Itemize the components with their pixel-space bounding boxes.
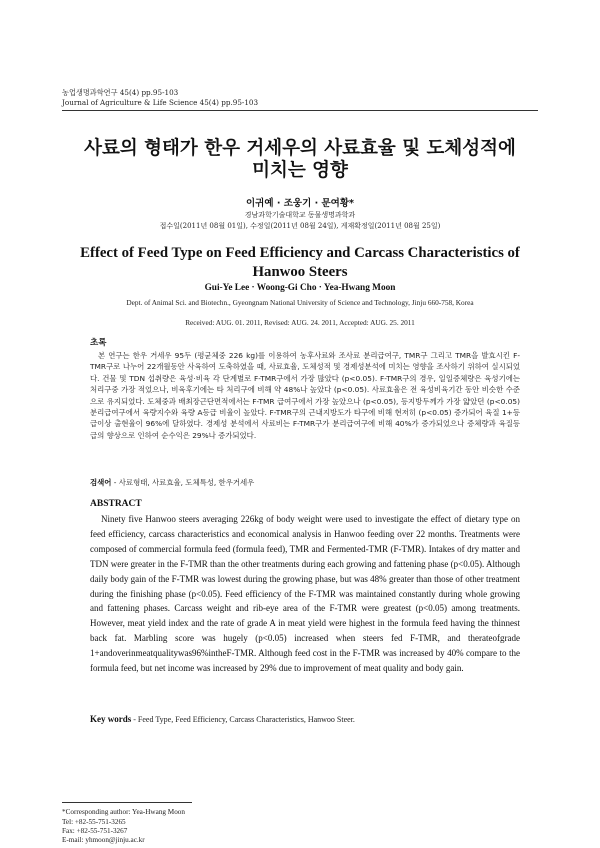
affiliation-ko: 경남과학기술대학교 동물생명과학과	[244, 211, 356, 219]
title-en-line2: Hanwoo Steers	[252, 264, 348, 280]
abstract-en-heading: ABSTRACT	[90, 499, 142, 509]
footnote-corresponding: *Corresponding author: Yea-Hwang Moon	[62, 808, 185, 816]
footnote-fax: Fax: +82-55-751-3267	[62, 827, 128, 835]
title-ko-line2: 미치는 영향	[252, 160, 348, 181]
header-rule	[62, 110, 538, 111]
abstract-en-body: Ninety five Hanwoo steers averaging 226kg of body weight were used to investigate the effect of dietary type on feed efficiency, carcass characteristics and economical analysis in Hanwoo feeding over 22 months. Treatments were composed of commercial formula feed (formula feed), TMR and Fermented-TMR (F-TMR). Intakes of dry matter and TDN were greater in the F-TMR than the other treatments during each growing and fattening phase (p<0.05). Although daily body gain of the F-TMR was lowest during the growing phase, but was 48% greater than those of other treatment during the finishing phase (p<0.05). Feed efficiency of the F-TMR was maintained constantly during whole growing and fattening phases. Carcass weight and rib-eye area of the F-TMR were greatest (p<0.05) among treatments. However, meat yield index and the rate of grade A in meat yield were highest in the formula feed having the thinnest back fat. Marbling score was hugely (p<0.05) increased when steers fed F-TMR, and therateofgrade 1+andoverinmeatqualitywas96%intheF-TMR. Although feed cost in the F-TMR was increased by 40% compare to the formula feed, but net income was increased by 29% due to improvement of meat quality and body gain.	[90, 514, 520, 674]
title-ko-line1: 사료의 형태가 한우 거세우의 사료효율 및 도체성적에	[84, 138, 516, 159]
dates-ko: 접수일(2011년 08월 01일), 수정일(2011년 08월 24일), 게재확정일(2011년 08월 25일)	[159, 222, 441, 230]
keywords-en	[90, 714, 520, 724]
authors-en: Gui-Ye Lee · Woong-Gi Cho · Yea-Hwang Moon	[204, 283, 396, 293]
footnote-tel: Tel: +82-55-751-3265	[62, 818, 126, 826]
journal-header-ko: 농업생명과학연구 45(4) pp.95-103	[62, 88, 179, 97]
dates-en: Received: AUG. 01. 2011, Revised: AUG. 24. 2011, Accepted: AUG. 25. 2011	[185, 318, 415, 327]
footnote-rule	[62, 802, 192, 803]
keywords-en-label: Key words	[90, 714, 132, 724]
keywords-ko	[90, 477, 520, 488]
journal-header-en: Journal of Agriculture & Life Science 45(4) pp.95-103	[62, 98, 259, 107]
authors-ko: 이귀예 · 조웅기 · 문여황*	[245, 198, 354, 209]
affiliation-en: Dept. of Animal Sci. and Biotechn., Gyeongnam National University of Science and Technology, Jinju 660-758, Korea	[126, 298, 474, 307]
footnote-email: E-mail: yhmoon@jinju.ac.kr	[62, 836, 145, 844]
keywords-ko-text: - 사료형태, 사료효율, 도체특성, 한우거세우	[111, 478, 255, 487]
abstract-ko-heading: 초록	[90, 338, 107, 348]
keywords-ko-label: 검색어	[90, 478, 112, 487]
abstract-ko-body: 본 연구는 한우 거세우 95두 (평균체중 226 kg)를 이용하여 농후사료와 조사료 분리급여구, TMR구 그리고 TMR을 발효시킨 F-TMR구로 나누어 22개월동안 사육하여 도축하였을 때, 사료효율, 도체성적 및 경제성분석에 미치는 영향을 조사하기 위하여 실시되었다. 건물 및 TDN 섭취량은 육성·비육 각 단계별로 F-TMR구에서 가장 많았다 (p<0.05). F-TMR구의 경우, 일일증체량은 육성기에는 처리구중 가장 적었으나, 비육후기에는 타 처리구에 비해 약 48%나 높았다 (p<0.05). 사료효율은 전 육성비육기간 동안 비슷한 수준으로 유지되었다. 도체중과 배최장근단면적에서는 F-TMR 급여구에서 가장 높았으나 (p<0.05), 등지방두께가 가장 얇았던 (p<0.05) 분리급여구에서 육량지수와 육량 A등급 비율이 높았다. F-TMR구의 근내지방도가 타구에 비해 현저히 (p<0.05) 증가되어 육질 1+등급이상 출현율이 96%에 달하였다. 경제성 분석에서 사료비는 F-TMR구가 분리급여구에 비해 40%가 증가되었으나 증체량과 육질등급의 향상으로 인하여 순수익은 29%나 증가되었다.	[90, 351, 520, 440]
title-en-line1: Effect of Feed Type on Feed Efficiency and Carcass Characteristics of	[80, 245, 520, 261]
keywords-en-text: - Feed Type, Feed Efficiency, Carcass Characteristics, Hanwoo Steer.	[131, 715, 355, 724]
